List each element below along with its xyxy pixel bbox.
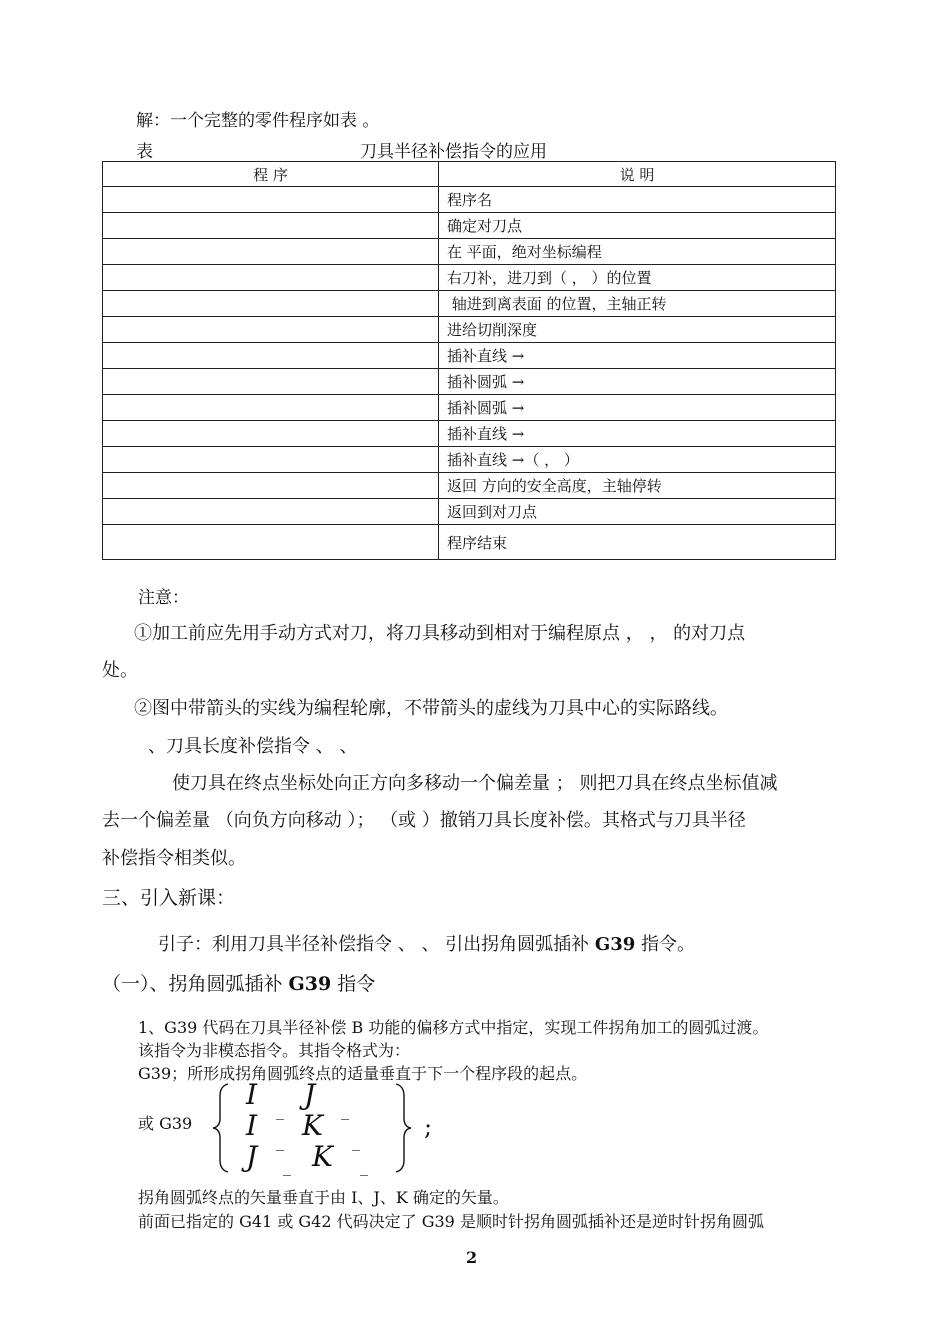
- sub-heading-text: （一）、拐角圆弧插补: [102, 973, 289, 995]
- program-cell: [103, 369, 439, 395]
- length-para-line-1: 使刀具在终点坐标处向正方向多移动一个偏差量 ； 则把刀具在终点坐标值减: [172, 773, 778, 794]
- description-cell: 程序结束: [439, 525, 836, 560]
- lead-in-g39: G39: [594, 934, 636, 955]
- table-title: 刀具半径补偿指令的应用: [360, 142, 547, 162]
- table-row: [103, 395, 836, 421]
- table-row: [103, 499, 836, 525]
- formula-row-1-b: J: [304, 1078, 316, 1111]
- program-cell: [103, 395, 439, 421]
- note-title: 注意：: [138, 588, 189, 608]
- formula-row-3-a: J: [246, 1140, 258, 1173]
- formula-right-brace: [392, 1082, 414, 1174]
- program-cell: [103, 343, 439, 369]
- description-cell: 插补直线 →: [439, 343, 836, 369]
- description-cell: 插补圆弧 →: [439, 395, 836, 421]
- lead-in-text: 引子：利用刀具半径补偿指令 、 、 引出拐角圆弧插补: [158, 934, 595, 955]
- formula-dash: _: [360, 1157, 368, 1176]
- g39-para-line-1: 1、G39 代码在刀具半径补偿 B 功能的偏移方式中指定，实现工件拐角加工的圆弧过渡。: [138, 1018, 769, 1037]
- formula-row-2-a: I: [246, 1109, 258, 1142]
- program-cell: [103, 499, 439, 525]
- formula-row-3-b: K: [312, 1140, 333, 1173]
- g39-para-line-2: 该指令为非模态指令。其指令格式为：: [138, 1041, 411, 1060]
- table-label: 表: [136, 142, 153, 162]
- g39-para-line-3: G39；所形成拐角圆弧终点的适量垂直于下一个程序段的起点。: [138, 1064, 588, 1083]
- table-row: [103, 239, 836, 265]
- table-row: [103, 369, 836, 395]
- formula-dash: _: [276, 1132, 284, 1151]
- formula-prefix: 或 G39: [138, 1114, 193, 1133]
- program-cell: [103, 239, 439, 265]
- formula-row-1-a: I: [246, 1078, 258, 1111]
- description-cell: 插补圆弧 →: [439, 369, 836, 395]
- program-cell: [103, 317, 439, 343]
- note-1-line-2: 处。: [102, 660, 138, 681]
- formula-suffix: ;: [424, 1113, 433, 1141]
- formula-row-2-b: K: [302, 1109, 323, 1142]
- description-cell: 在 平面，绝对坐标编程: [439, 239, 836, 265]
- solution-intro: 解：一个完整的零件程序如表 。: [136, 111, 380, 131]
- description-cell: 返回 方向的安全高度，主轴停转: [439, 473, 836, 499]
- table-row: [103, 525, 836, 560]
- program-table: [102, 161, 836, 560]
- description-cell: 右刀补，进刀到（ ， ）的位置: [439, 265, 836, 291]
- description-cell: 返回到对刀点: [439, 499, 836, 525]
- note-1-line-1: ①加工前应先用手动方式对刀，将刀具移动到相对于编程原点 ， ， 的对刀点: [134, 623, 746, 644]
- program-cell: [103, 473, 439, 499]
- formula-left-brace: [210, 1082, 232, 1174]
- lead-in-suffix: 指令。: [635, 934, 696, 955]
- program-cell: [103, 213, 439, 239]
- program-cell: [103, 421, 439, 447]
- description-cell: 轴进到离表面 的位置，主轴正转: [439, 291, 836, 317]
- length-para-line-2: 去一个偏差量 （向负方向移动 ）； （或 ）撤销刀具长度补偿。其格式与刀具半径: [102, 810, 746, 831]
- program-cell: [103, 265, 439, 291]
- description-cell: 进给切削深度: [439, 317, 836, 343]
- description-cell: 插补直线 →（ ， ）: [439, 447, 836, 473]
- header-program: 程 序: [103, 162, 439, 187]
- description-cell: 程序名: [439, 187, 836, 213]
- lead-in-paragraph: [158, 930, 695, 956]
- heading-new-lesson: 三、引入新课：: [102, 887, 236, 909]
- table-row: [103, 343, 836, 369]
- length-para-line-3: 补偿指令相类似。: [102, 848, 246, 869]
- program-cell: [103, 447, 439, 473]
- section-length-compensation: 、刀具长度补偿指令 、 、: [148, 736, 358, 757]
- formula-dash: _: [283, 1157, 291, 1176]
- header-description: 说 明: [439, 162, 836, 187]
- program-cell: [103, 291, 439, 317]
- description-cell: 确定对刀点: [439, 213, 836, 239]
- table-header-row: [103, 162, 836, 187]
- table-row: [103, 291, 836, 317]
- sub-heading-g39: [102, 969, 375, 996]
- page-number: 2: [466, 1248, 478, 1267]
- formula-dash: _: [276, 1101, 284, 1120]
- program-cell: [103, 187, 439, 213]
- formula-dash: _: [341, 1101, 349, 1120]
- g39-para-line-4: 拐角圆弧终点的矢量垂直于由 I、J、K 确定的矢量。: [138, 1188, 509, 1207]
- description-cell: 插补直线 →: [439, 421, 836, 447]
- table-row: [103, 213, 836, 239]
- table-row: [103, 473, 836, 499]
- table-row: [103, 187, 836, 213]
- sub-heading-g39-code: G39: [288, 973, 332, 995]
- g39-para-line-5: 前面已指定的 G41 或 G42 代码决定了 G39 是顺时针拐角圆弧插补还是逆时针拐角圆弧: [138, 1212, 764, 1231]
- table-row: [103, 265, 836, 291]
- table-row: [103, 421, 836, 447]
- formula-dash: _: [352, 1132, 360, 1151]
- program-cell: [103, 525, 439, 560]
- table-row: [103, 447, 836, 473]
- table-row: [103, 317, 836, 343]
- note-2: ②图中带箭头的实线为编程轮廓，不带箭头的虚线为刀具中心的实际路线。: [134, 698, 728, 719]
- sub-heading-suffix: 指令: [331, 973, 376, 995]
